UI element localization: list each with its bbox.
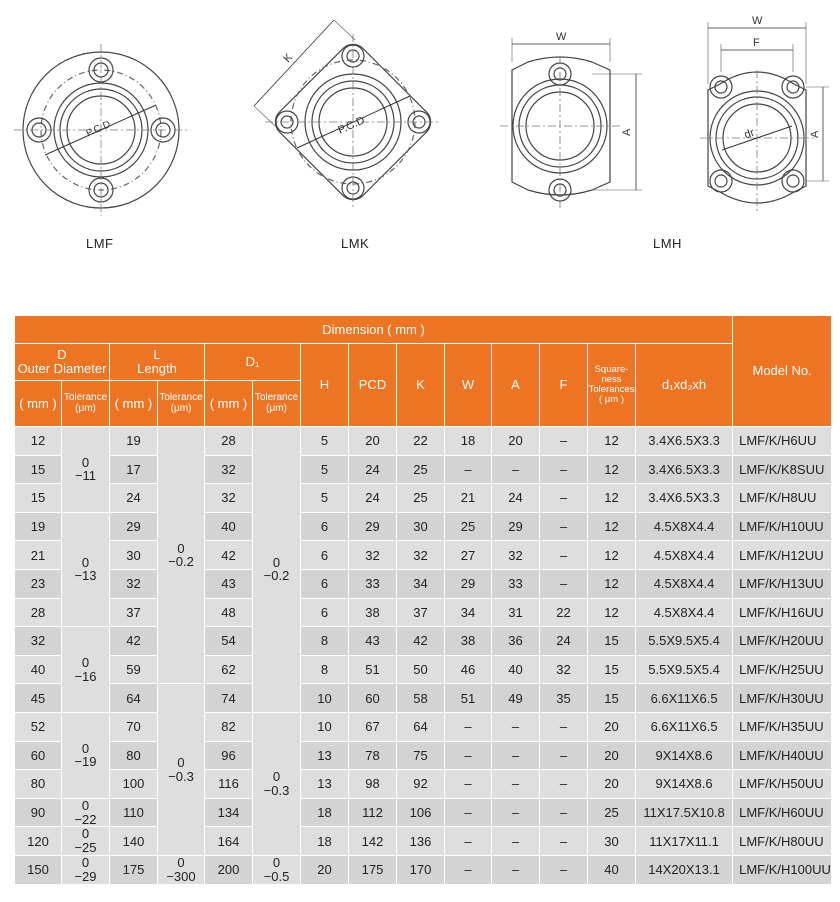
table-cell: 12: [15, 427, 62, 456]
header-text: Tolerance: [254, 392, 299, 403]
d-tolerance-cell: [62, 427, 110, 513]
table-cell: 10: [301, 712, 349, 741]
table-cell: 175: [110, 855, 158, 884]
table-cell: 3.4X6.5X3.3: [636, 455, 733, 484]
tolerance-lower: −19: [74, 754, 97, 770]
table-row: [15, 627, 832, 656]
tolerance-lower: −0.2: [168, 554, 194, 570]
tolerance-lower: −0.5: [263, 868, 290, 884]
table-cell: 9X14X8.6: [636, 770, 733, 799]
tolerance-upper: 0: [177, 855, 185, 871]
table-cell: 20: [492, 427, 540, 456]
table-cell: 200: [205, 855, 253, 884]
table-cell: 32: [15, 627, 62, 656]
table-cell: –: [492, 827, 540, 856]
table-cell: 24: [492, 484, 540, 513]
table-cell: 175: [349, 855, 397, 884]
table-row: [15, 512, 832, 541]
table-cell: 32: [349, 541, 397, 570]
table-cell: 59: [110, 655, 158, 684]
table-cell: –: [540, 569, 588, 598]
table-row: [15, 712, 832, 741]
table-cell: 34: [445, 598, 492, 627]
tolerance-lower: −0.3: [263, 782, 290, 798]
table-cell: 27: [445, 541, 492, 570]
lmh-w-label: W: [556, 31, 567, 43]
table-cell: 35: [540, 684, 588, 713]
table-cell: 6: [301, 512, 349, 541]
table-cell: 25: [397, 484, 445, 513]
table-cell: 32: [492, 541, 540, 570]
table-cell: 30: [110, 541, 158, 570]
header-text: (μm): [266, 402, 287, 414]
table-cell: 100: [110, 770, 158, 799]
table-cell: 20: [588, 770, 636, 799]
table-cell: –: [445, 741, 492, 770]
f-header: F: [540, 344, 588, 427]
header-text: Tolerance: [159, 392, 203, 403]
table-cell: 24: [349, 484, 397, 513]
table-cell: 8: [301, 655, 349, 684]
header-text: ness: [601, 374, 622, 386]
d-tolerance-cell: [62, 512, 110, 626]
table-row: [15, 484, 832, 513]
table-cell: 98: [349, 770, 397, 799]
l-title: L: [153, 347, 161, 363]
lmh-a-label: A: [621, 128, 633, 136]
pcd-header: PCD: [349, 344, 397, 427]
model-no-cell: LMF/K/K8SUU: [733, 455, 832, 484]
table-cell: –: [492, 798, 540, 827]
table-cell: 46: [445, 655, 492, 684]
d1-tolerance-cell: [253, 712, 301, 855]
tolerance-upper: 0: [81, 554, 90, 570]
table-cell: 42: [397, 627, 445, 656]
table-cell: 50: [397, 655, 445, 684]
table-cell: 116: [205, 770, 253, 799]
table-cell: –: [540, 855, 588, 884]
table-row: [15, 827, 832, 856]
table-cell: 75: [397, 741, 445, 770]
table-cell: 52: [15, 712, 62, 741]
h-header: H: [301, 344, 349, 427]
table-cell: 4.5X8X4.4: [636, 569, 733, 598]
table-cell: 15: [15, 484, 62, 513]
table-cell: –: [540, 770, 588, 799]
header-text: (μm): [75, 402, 96, 414]
model-no-cell: LMF/K/H30UU: [733, 684, 832, 713]
table-row: [15, 798, 832, 827]
table-cell: 8: [301, 627, 349, 656]
table-cell: 32: [205, 484, 253, 513]
table-cell: 150: [15, 855, 62, 884]
table-cell: 51: [349, 655, 397, 684]
table-cell: 38: [445, 627, 492, 656]
table-cell: 6.6X11X6.5: [636, 712, 733, 741]
table-cell: 13: [301, 741, 349, 770]
tolerance-lower: −0.3: [168, 768, 194, 784]
l-tolerance-cell: [158, 427, 205, 684]
table-cell: 110: [110, 798, 158, 827]
table-cell: 12: [588, 484, 636, 513]
table-cell: 20: [588, 712, 636, 741]
table-cell: 25: [445, 512, 492, 541]
table-cell: 11X17X11.1: [636, 827, 733, 856]
outer-diameter-header: [15, 344, 110, 381]
tolerance-upper: 0: [81, 855, 90, 871]
table-cell: 54: [205, 627, 253, 656]
table-cell: 22: [540, 598, 588, 627]
table-cell: 11X17.5X10.8: [636, 798, 733, 827]
tolerance-upper: 0: [81, 826, 90, 842]
table-cell: 60: [349, 684, 397, 713]
tolerance-lower: −0.2: [263, 568, 290, 584]
table-cell: 32: [397, 541, 445, 570]
table-cell: –: [540, 541, 588, 570]
table-cell: 13: [301, 770, 349, 799]
table-cell: 18: [301, 798, 349, 827]
table-cell: 6.6X11X6.5: [636, 684, 733, 713]
header-text: Tolerance: [63, 392, 108, 403]
table-row: [15, 427, 832, 456]
table-cell: 15: [588, 655, 636, 684]
model-no-cell: LMF/K/H13UU: [733, 569, 832, 598]
d1xd2xh-header: d₁xd₂xh: [636, 344, 733, 427]
table-cell: 25: [588, 798, 636, 827]
d-tolerance-header: [62, 381, 110, 427]
header-text: Square-: [594, 364, 629, 376]
table-row: [15, 770, 832, 799]
table-row: [15, 855, 832, 884]
table-cell: –: [445, 855, 492, 884]
table-cell: 4.5X8X4.4: [636, 512, 733, 541]
d-mm-header: ( mm ): [15, 381, 62, 427]
table-cell: 112: [349, 798, 397, 827]
table-cell: 12: [588, 455, 636, 484]
l-tolerance-cell: [158, 684, 205, 856]
table-cell: –: [540, 798, 588, 827]
table-cell: 36: [492, 627, 540, 656]
tolerance-upper: 0: [81, 654, 90, 670]
table-cell: 28: [205, 427, 253, 456]
table-cell: 30: [397, 512, 445, 541]
table-row: [15, 541, 832, 570]
table-cell: 82: [205, 712, 253, 741]
table-cell: 5.5X9.5X5.4: [636, 627, 733, 656]
model-no-cell: LMF/K/H16UU: [733, 598, 832, 627]
table-cell: 18: [301, 827, 349, 856]
table-cell: 43: [205, 569, 253, 598]
table-cell: 136: [397, 827, 445, 856]
d-tolerance-cell: [62, 798, 110, 827]
tolerance-upper: 0: [272, 855, 281, 871]
d-title: D: [57, 347, 67, 363]
table-cell: 70: [110, 712, 158, 741]
table-cell: 22: [397, 427, 445, 456]
model-no-cell: LMF/K/H25UU: [733, 655, 832, 684]
table-cell: 12: [588, 427, 636, 456]
table-cell: –: [445, 455, 492, 484]
model-no-cell: LMF/K/H50UU: [733, 770, 832, 799]
table-cell: 24: [110, 484, 158, 513]
table-cell: 5: [301, 455, 349, 484]
table-cell: 34: [397, 569, 445, 598]
table-cell: 18: [445, 427, 492, 456]
lmk-k-label: K: [281, 51, 296, 66]
d1-tolerance-cell: [253, 427, 301, 713]
table-cell: 48: [205, 598, 253, 627]
d-tolerance-cell: [62, 627, 110, 713]
table-cell: 49: [492, 684, 540, 713]
table-cell: 33: [349, 569, 397, 598]
model-no-cell: LMF/K/H20UU: [733, 627, 832, 656]
table-cell: 29: [349, 512, 397, 541]
detail-f-label: F: [753, 37, 760, 49]
table-cell: 37: [110, 598, 158, 627]
table-row: [15, 569, 832, 598]
model-no-cell: LMF/K/H100UU: [733, 855, 832, 884]
table-cell: 12: [588, 569, 636, 598]
table-cell: 5: [301, 427, 349, 456]
table-cell: 92: [397, 770, 445, 799]
table-cell: 40: [205, 512, 253, 541]
table-cell: 29: [445, 569, 492, 598]
dimension-header: Dimension ( mm ): [15, 316, 733, 344]
model-no-cell: LMF/K/H6UU: [733, 427, 832, 456]
table-cell: 67: [349, 712, 397, 741]
table-cell: 15: [15, 455, 62, 484]
table-cell: –: [445, 712, 492, 741]
table-cell: 142: [349, 827, 397, 856]
model-no-cell: LMF/K/H10UU: [733, 512, 832, 541]
table-cell: 64: [397, 712, 445, 741]
table-cell: 170: [397, 855, 445, 884]
d-tolerance-cell: [62, 855, 110, 884]
table-cell: –: [540, 827, 588, 856]
table-cell: 20: [349, 427, 397, 456]
model-no-cell: LMF/K/H40UU: [733, 741, 832, 770]
model-no-cell: LMF/K/H80UU: [733, 827, 832, 856]
caption-lmh: LMH: [653, 236, 682, 251]
table-cell: 20: [301, 855, 349, 884]
table-cell: –: [445, 798, 492, 827]
d1-tolerance-cell: [253, 855, 301, 884]
table-cell: 32: [540, 655, 588, 684]
table-cell: 90: [15, 798, 62, 827]
table-cell: 40: [492, 655, 540, 684]
dimension-table: [14, 315, 832, 885]
table-cell: 6: [301, 598, 349, 627]
table-cell: –: [492, 455, 540, 484]
table-cell: 12: [588, 512, 636, 541]
tolerance-upper: 0: [272, 554, 281, 570]
d1-header: D₁: [205, 344, 301, 381]
table-cell: –: [540, 427, 588, 456]
table-cell: –: [540, 512, 588, 541]
model-no-cell: LMF/K/H35UU: [733, 712, 832, 741]
table-cell: 80: [15, 770, 62, 799]
tolerance-upper: 0: [81, 454, 90, 470]
table-cell: –: [445, 827, 492, 856]
tolerance-lower: −300: [166, 868, 196, 884]
k-header: K: [397, 344, 445, 427]
table-cell: 10: [301, 684, 349, 713]
w-header: W: [445, 344, 492, 427]
table-cell: 74: [205, 684, 253, 713]
tolerance-lower: −11: [74, 468, 97, 484]
table-body: [15, 427, 832, 885]
table-cell: 24: [540, 627, 588, 656]
l-mm-header: ( mm ): [110, 381, 158, 427]
squareness-header: [588, 344, 636, 427]
l-tolerance-cell: [158, 855, 205, 884]
table-cell: 29: [492, 512, 540, 541]
table-row: [15, 684, 832, 713]
table-cell: 164: [205, 827, 253, 856]
a-header: A: [492, 344, 540, 427]
tolerance-upper: 0: [81, 797, 90, 813]
table-cell: 64: [110, 684, 158, 713]
table-row: [15, 655, 832, 684]
table-cell: 134: [205, 798, 253, 827]
table-cell: 140: [110, 827, 158, 856]
table-cell: 58: [397, 684, 445, 713]
tolerance-lower: −25: [74, 840, 97, 856]
tolerance-lower: −16: [74, 668, 97, 684]
lmk-drawing: [254, 20, 441, 210]
d1-mm-header: ( mm ): [205, 381, 253, 427]
l-tolerance-header: [158, 381, 205, 427]
table-row: [15, 455, 832, 484]
table-cell: 28: [15, 598, 62, 627]
table-cell: 96: [205, 741, 253, 770]
table-cell: 6: [301, 541, 349, 570]
lmk-pcd-label: P.C.D: [336, 114, 367, 137]
table-cell: 4.5X8X4.4: [636, 598, 733, 627]
table-cell: 120: [15, 827, 62, 856]
table-cell: 32: [110, 569, 158, 598]
tolerance-lower: −29: [74, 868, 97, 884]
table-cell: –: [540, 712, 588, 741]
lmh-drawing: [500, 38, 642, 210]
table-cell: 80: [110, 741, 158, 770]
table-cell: 14X20X13.1: [636, 855, 733, 884]
table-cell: 51: [445, 684, 492, 713]
table-cell: 15: [588, 627, 636, 656]
tolerance-upper: 0: [81, 740, 90, 756]
table-cell: 40: [15, 655, 62, 684]
table-cell: 4.5X8X4.4: [636, 541, 733, 570]
table-cell: 3.4X6.5X3.3: [636, 427, 733, 456]
table-cell: 45: [15, 684, 62, 713]
caption-lmf: LMF: [86, 236, 114, 251]
model-no-cell: LMF/K/H60UU: [733, 798, 832, 827]
table-cell: 12: [588, 598, 636, 627]
model-no-header: Model No.: [733, 316, 832, 427]
table-cell: 25: [397, 455, 445, 484]
table-cell: 3.4X6.5X3.3: [636, 484, 733, 513]
table-cell: –: [540, 741, 588, 770]
header-text: Tolerances: [588, 384, 635, 395]
table-cell: 33: [492, 569, 540, 598]
table-cell: 60: [15, 741, 62, 770]
table-cell: 31: [492, 598, 540, 627]
table-cell: 62: [205, 655, 253, 684]
table-cell: 21: [445, 484, 492, 513]
table-cell: –: [445, 770, 492, 799]
table-cell: 30: [588, 827, 636, 856]
l-subtitle: Length: [137, 361, 177, 376]
table-cell: –: [540, 455, 588, 484]
tolerance-upper: 0: [272, 769, 281, 785]
d1-tolerance-header: [253, 381, 301, 427]
table-cell: 20: [588, 741, 636, 770]
header-text: ( μm ): [599, 393, 624, 405]
lmf-pcd-label: P.C.D: [84, 119, 113, 140]
table-cell: 15: [588, 684, 636, 713]
d-tolerance-cell: [62, 712, 110, 798]
header-text: (μm): [170, 402, 192, 414]
d-tolerance-cell: [62, 827, 110, 856]
table-cell: –: [540, 484, 588, 513]
table-cell: 9X14X8.6: [636, 741, 733, 770]
table-cell: –: [492, 741, 540, 770]
lmh-detail-drawing: [700, 22, 829, 214]
d-subtitle: Outer Diameter: [17, 361, 107, 376]
detail-w-label: W: [752, 15, 763, 27]
table-cell: 6: [301, 569, 349, 598]
model-no-cell: LMF/K/H12UU: [733, 541, 832, 570]
table-cell: –: [492, 855, 540, 884]
table-cell: 12: [588, 541, 636, 570]
tolerance-lower: −13: [74, 568, 97, 584]
table-cell: –: [492, 712, 540, 741]
table-cell: 17: [110, 455, 158, 484]
table-cell: 40: [588, 855, 636, 884]
table-cell: 43: [349, 627, 397, 656]
table-cell: 42: [110, 627, 158, 656]
table-cell: 42: [205, 541, 253, 570]
table-cell: 5.5X9.5X5.4: [636, 655, 733, 684]
table-cell: 5: [301, 484, 349, 513]
table-cell: 38: [349, 598, 397, 627]
table-row: [15, 598, 832, 627]
table-cell: 106: [397, 798, 445, 827]
table-cell: 23: [15, 569, 62, 598]
table-cell: –: [492, 770, 540, 799]
table-cell: 29: [110, 512, 158, 541]
product-drawings: [0, 0, 840, 300]
table-cell: 19: [15, 512, 62, 541]
tolerance-lower: −22: [74, 811, 97, 827]
tolerance-upper: 0: [177, 540, 185, 556]
table-cell: 37: [397, 598, 445, 627]
table-row: [15, 741, 832, 770]
model-no-cell: LMF/K/H8UU: [733, 484, 832, 513]
table-cell: 24: [349, 455, 397, 484]
table-cell: 78: [349, 741, 397, 770]
table-cell: 32: [205, 455, 253, 484]
tolerance-upper: 0: [177, 754, 185, 770]
table-cell: 19: [110, 427, 158, 456]
detail-a-label: A: [809, 130, 821, 138]
caption-lmk: LMK: [341, 236, 370, 251]
table-cell: 21: [15, 541, 62, 570]
detail-dr-label: dr: [742, 126, 757, 142]
length-header: [110, 344, 205, 381]
